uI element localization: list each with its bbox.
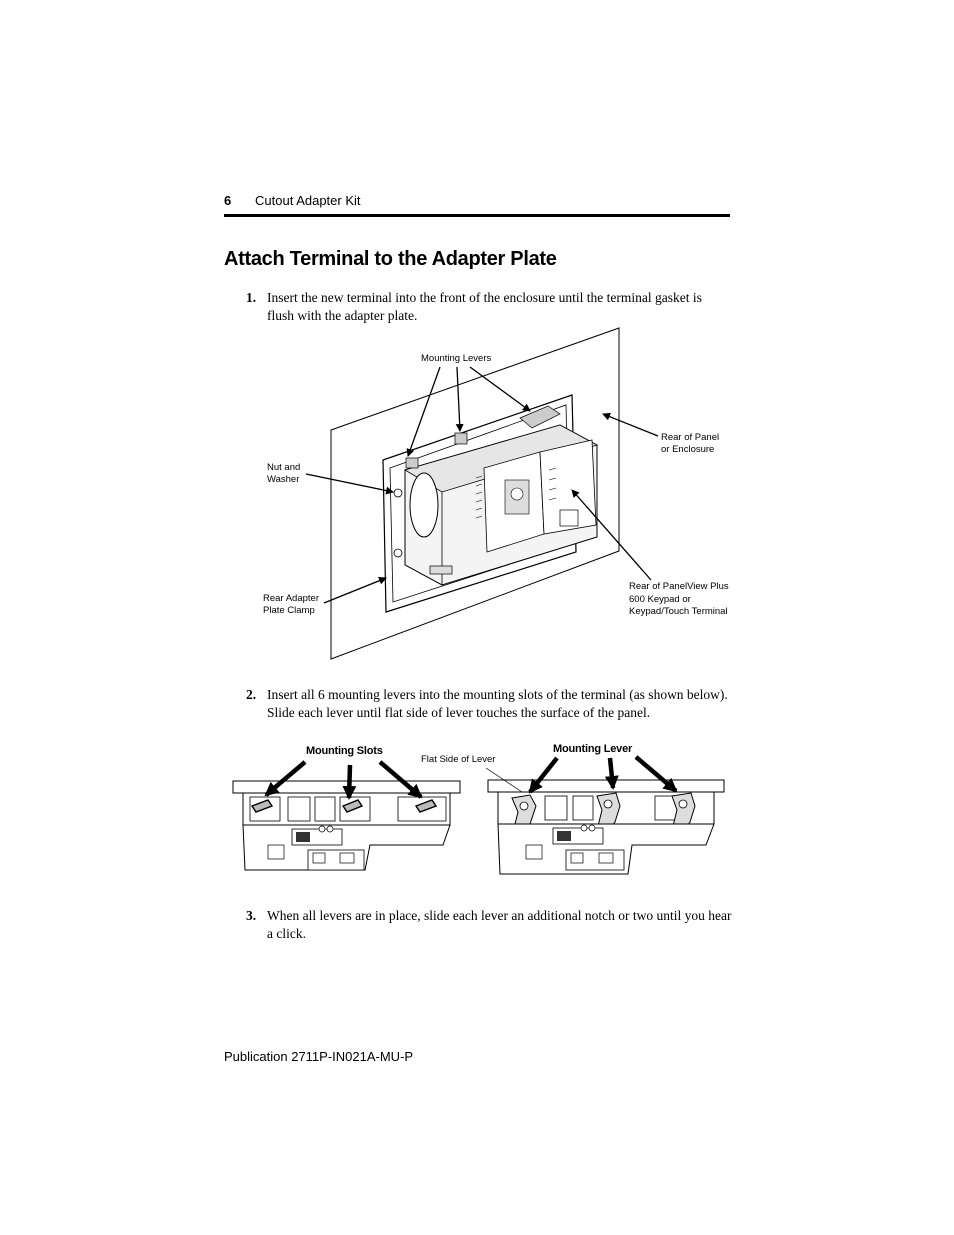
label-rear-panel-1: Rear of Panel [661,432,720,443]
label-clamp-1: Rear Adapter [263,593,319,604]
step-2-text: Insert all 6 mounting levers into the mounting slots of the terminal (as shown below). Slide each lever until flat side of lever touches the surface of the panel. [267,687,728,720]
running-header: Cutout Adapter Kit [255,193,361,208]
label-panelview-2: 600 Keypad or [629,594,691,605]
label-flat-side: Flat Side of Lever [421,754,496,765]
label-mounting-lever: Mounting Lever [553,743,633,755]
step-1-text: Insert the new terminal into the front of the enclosure until the terminal gasket is flush with the adapter plate. [267,290,702,323]
label-mounting-slots: Mounting Slots [306,745,383,757]
step-1-number: 1. [246,290,257,305]
step-2-number: 2. [246,687,257,702]
label-mounting-levers: Mounting Levers [421,353,492,364]
publication-footer: Publication 2711P-IN021A-MU-P [224,1049,414,1064]
label-nut-2: Washer [267,474,300,485]
label-panelview-3: Keypad/Touch Terminal [629,606,728,617]
page-number: 6 [224,193,232,208]
label-panelview-1: Rear of PanelView Plus [629,581,729,592]
step-3-text: When all levers are in place, slide each lever an additional notch or two until you hear a click. [267,908,732,941]
label-rear-panel-2: or Enclosure [661,444,715,455]
label-clamp-2: Plate Clamp [263,605,315,616]
label-nut-1: Nut and [267,462,301,473]
section-heading: Attach Terminal to the Adapter Plate [224,248,557,270]
step-3-number: 3. [246,908,257,923]
